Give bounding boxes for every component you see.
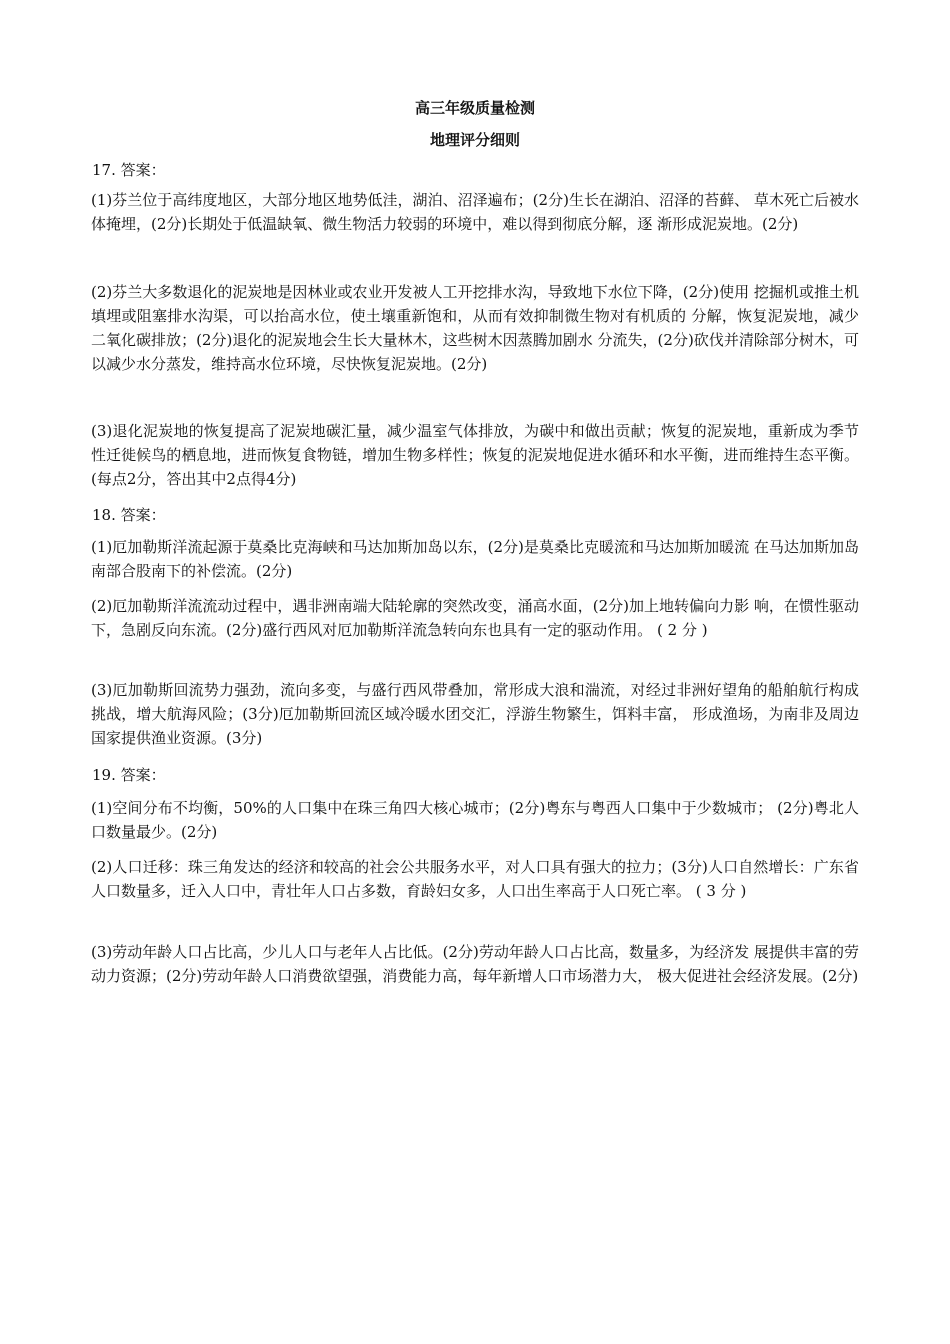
question-18-heading: 18. 答案： — [92, 506, 166, 524]
q17-part-1: (1)芬兰位于高纬度地区，大部分地区地势低洼，湖泊、沼泽遍布；(2分)生长在湖泊、沼泽的苔藓、 草木死亡后被水体掩埋，(2分)长期处于低温缺氧、微生物活力较弱的环境中，难以得到彻底分解，逐 渐形成泥炭地。(2分) — [91, 191, 859, 233]
question-17-heading: 17. 答案： — [92, 161, 166, 179]
q18-part-2: (2)厄加勒斯洋流流动过程中，遇非洲南端大陆轮廓的突然改变，涌高水面，(2分)加上地转偏向力影 响，在惯性驱动下，急剧反向东流。(2分)盛行西风对厄加勒斯洋流急转向东也具有一定的驱动作用。 ( 2 分 ) — [91, 597, 859, 639]
q17-part-2: (2)芬兰大多数退化的泥炭地是因林业或农业开发被人工开挖排水沟，导致地下水位下降，(2分)使用 挖掘机或推土机填埋或阻塞排水沟渠，可以抬高水位，使土壤重新饱和，从而有效抑制微生物对有机质的 分解，恢复泥炭地，减少二氧化碳排放；(2分)退化的泥炭地会生长大量林木，这些树木因蒸腾加剧水 分流失，(2分)砍伐并清除部分树木，可以减少水分蒸发，维持高水位环境，尽快恢复泥炭地。(2分) — [91, 283, 859, 373]
q19-part-3: (3)劳动年龄人口占比高，少儿人口与老年人占比低。(2分)劳动年龄人口占比高，数量多，为经济发 展提供丰富的劳动力资源；(2分)劳动年龄人口消费欲望强，消费能力高，每年新增人口市场潜力大， 极大促进社会经济发展。(2分) — [91, 943, 859, 985]
q18-part-1: (1)厄加勒斯洋流起源于莫桑比克海峡和马达加斯加岛以东，(2分)是莫桑比克暖流和马达加斯加暖流 在马达加斯加岛南部合股南下的补偿流。(2分) — [91, 538, 859, 580]
page-subtitle: 地理评分细则 — [429, 131, 520, 149]
page-title: 高三年级质量检测 — [414, 99, 535, 117]
q19-part-2: (2)人口迁移：珠三角发达的经济和较高的社会公共服务水平，对人口具有强大的拉力；(3分)人口自然增长：广东省人口数量多，迁入人口中，青壮年人口占多数，育龄妇女多，人口出生率高于人口死亡率。 ( 3 分 ) — [91, 858, 859, 900]
q18-part-3: (3)厄加勒斯回流势力强劲，流向多变，与盛行西风带叠加，常形成大浪和湍流，对经过非洲好望角的船舶航行构成挑战，增大航海风险；(3分)厄加勒斯回流区域冷暖水团交汇，浮游生物繁生，饵料丰富， 形成渔场，为南非及周边国家提供渔业资源。(3分) — [91, 681, 859, 747]
question-19-heading: 19. 答案： — [92, 766, 166, 784]
q17-part-3: (3)退化泥炭地的恢复提高了泥炭地碳汇量，减少温室气体排放，为碳中和做出贡献；恢复的泥炭地，重新成为季节性迁徙候鸟的栖息地，进而恢复食物链，增加生物多样性；恢复的泥炭地促进水循环和水平衡，进而维持生态平衡。(每点2分，答出其中2点得4分) — [91, 422, 859, 488]
q19-part-1: (1)空间分布不均衡，50%的人口集中在珠三角四大核心城市；(2分)粤东与粤西人口集中于少数城市； (2分)粤北人口数量最少。(2分) — [91, 799, 859, 841]
